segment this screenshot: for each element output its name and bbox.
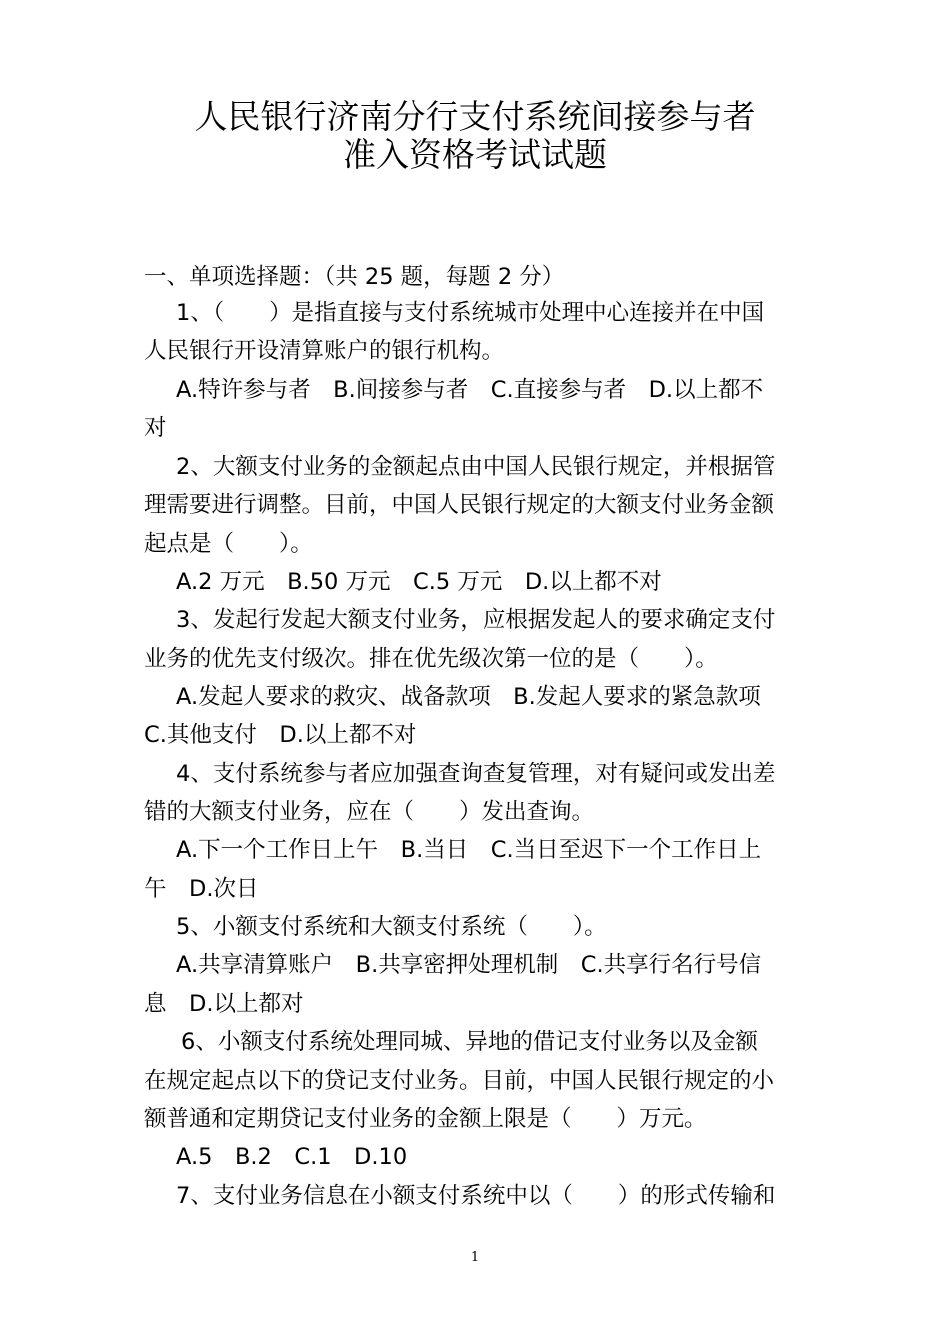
page-number: 1 (470, 1250, 480, 1265)
question-6-options: A.5 B.2 C.1 D.10 (176, 1144, 408, 1170)
question-1-line-1: 1、（ ）是指直接与支付系统城市处理中心连接并在中国 (176, 300, 765, 326)
question-1-options-line-1: A.特许参与者 B.间接参与者 C.直接参与者 D.以上都不 (176, 377, 764, 403)
question-1-options-line-2: 对 (144, 415, 167, 441)
question-3-line-2: 业务的优先支付级次。排在优先级次第一位的是（ ）。 (144, 646, 718, 672)
question-6-line-1: 6、小额支付系统处理同城、异地的借记支付业务以及金额 (181, 1029, 758, 1055)
document-title-line-1: 人民银行济南分行支付系统间接参与者 (194, 97, 756, 136)
question-4-line-2: 错的大额支付业务，应在（ ）发出查询。 (144, 799, 595, 825)
question-6-line-2: 在规定起点以下的贷记支付业务。目前，中国人民银行规定的小 (144, 1068, 775, 1094)
question-5-options-line-2: 息 D.以上都对 (144, 991, 304, 1017)
document-title-line-2: 准入资格考试试题 (343, 135, 607, 174)
question-2-line-3: 起点是（ ）。 (144, 531, 313, 557)
question-2-options: A.2 万元 B.50 万元 C.5 万元 D.以上都不对 (176, 569, 662, 595)
question-4-line-1: 4、支付系统参与者应加强查询查复管理，对有疑问或发出差 (176, 761, 776, 787)
question-6-line-3: 额普通和定期贷记支付业务的金额上限是（ ）万元。 (144, 1106, 707, 1132)
question-4-options-line-1: A.下一个工作日上午 B.当日 C.当日至迟下一个工作日上 (176, 837, 762, 863)
question-7-line-1: 7、支付业务信息在小额支付系统中以（ ）的形式传输和 (176, 1183, 776, 1209)
question-3-line-1: 3、发起行发起大额支付业务，应根据发起人的要求确定支付 (176, 607, 776, 633)
question-5-options-line-1: A.共享清算账户 B.共享密押处理机制 C.共享行名行号信 (176, 952, 762, 978)
question-5-line-1: 5、小额支付系统和大额支付系统（ ）。 (176, 914, 607, 940)
question-2-line-2: 理需要进行调整。目前，中国人民银行规定的大额支付业务金额 (144, 492, 775, 518)
question-2-line-1: 2、大额支付业务的金额起点由中国人民银行规定，并根据管 (176, 454, 776, 480)
question-4-options-line-2: 午 D.次日 (144, 876, 259, 902)
question-3-options-line-1: A.发起人要求的救灾、战备款项 B.发起人要求的紧急款项 (176, 684, 761, 710)
question-1-line-2: 人民银行开设清算账户的银行机构。 (144, 338, 505, 364)
section-heading: 一、单项选择题：（共 25 题，每题 2 分） (144, 264, 565, 290)
question-3-options-line-2: C.其他支付 D.以上都不对 (144, 722, 417, 748)
